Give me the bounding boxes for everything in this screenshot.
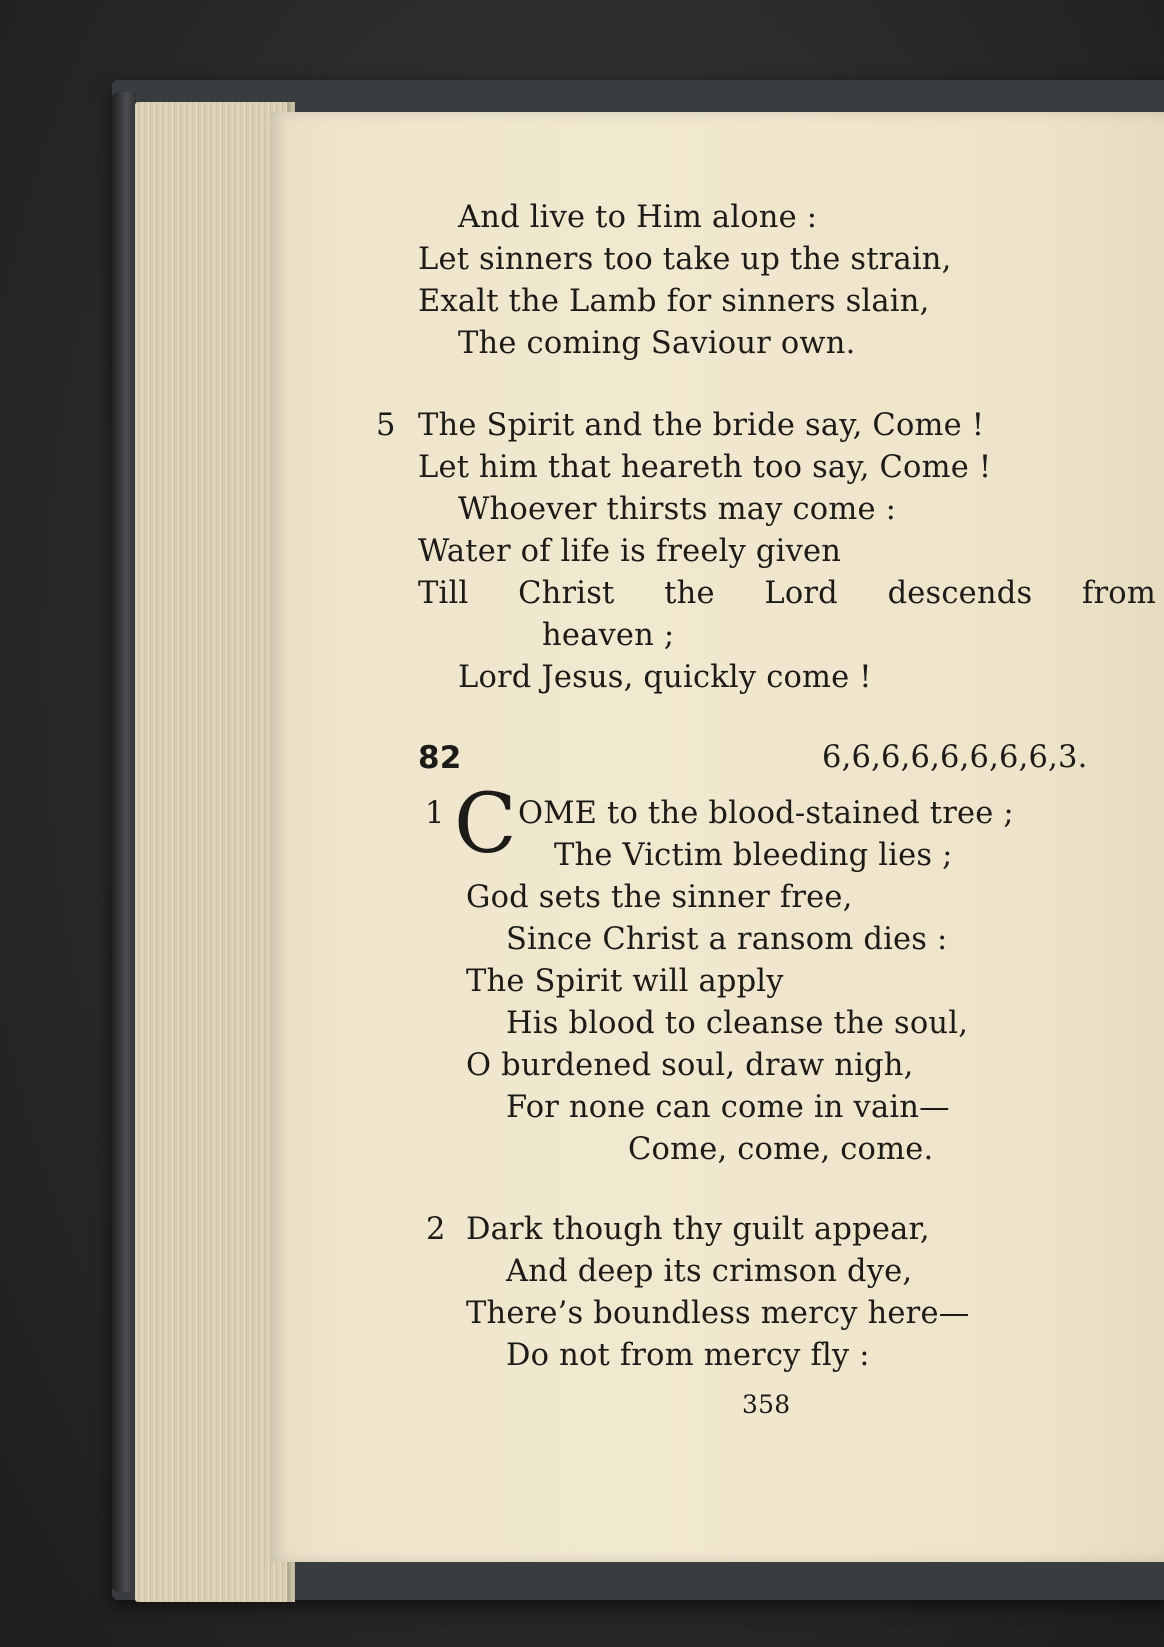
verse-line: His blood to cleanse the soul, — [506, 1006, 969, 1041]
verse-line: Lord Jesus, quickly come ! — [458, 660, 872, 695]
book-page — [270, 112, 1164, 1562]
word: Lord — [764, 576, 838, 611]
book-spine — [112, 92, 136, 1592]
verse-number: 1 — [425, 796, 445, 831]
verse-line: OME to the blood-stained tree ; — [518, 796, 1014, 831]
verse-line: Since Christ a ransom dies : — [506, 922, 948, 957]
justified-verse-line — [418, 576, 1156, 611]
verse-line: The Spirit will apply — [466, 964, 784, 999]
verse-line: The Victim bleeding lies ; — [554, 838, 953, 873]
verse-number: 2 — [426, 1212, 446, 1247]
page-number: 358 — [742, 1390, 791, 1419]
verse-line: Let sinners too take up the strain, — [418, 242, 952, 277]
page-text — [270, 112, 1164, 1562]
hymn-number: 82 — [418, 740, 462, 776]
verse-line: Whoever thirsts may come : — [458, 492, 897, 527]
verse-line: Do not from mercy fly : — [506, 1338, 870, 1373]
word: Christ — [518, 576, 615, 611]
drop-cap: C — [454, 777, 517, 872]
verse-line: God sets the sinner free, — [466, 880, 853, 915]
word: Till — [418, 576, 469, 611]
verse-number: 5 — [376, 408, 396, 443]
verse-line: Exalt the Lamb for sinners slain, — [418, 284, 930, 319]
verse-line: Water of life is freely given — [418, 534, 842, 569]
word: the — [664, 576, 715, 611]
verse-line: The Spirit and the bride say, Come ! — [418, 408, 985, 443]
hymn-meter: 6,6,6,6,6,6,6,6,3. — [822, 740, 1088, 775]
verse-line: Dark though thy guilt appear, — [466, 1212, 930, 1247]
verse-line: The coming Saviour own. — [458, 326, 856, 361]
verse-line: And deep its crimson dye, — [506, 1254, 913, 1289]
verse-line: Let him that heareth too say, Come ! — [418, 450, 992, 485]
word: descends — [887, 576, 1033, 611]
verse-line: There’s boundless mercy here— — [466, 1296, 970, 1331]
verse-line: For none can come in vain— — [506, 1090, 950, 1125]
verse-line: heaven ; — [542, 618, 675, 653]
verse-line: Come, come, come. — [628, 1132, 934, 1167]
verse-line: O burdened soul, draw nigh, — [466, 1048, 914, 1083]
word: from — [1082, 576, 1156, 611]
verse-line: And live to Him alone : — [458, 200, 818, 235]
